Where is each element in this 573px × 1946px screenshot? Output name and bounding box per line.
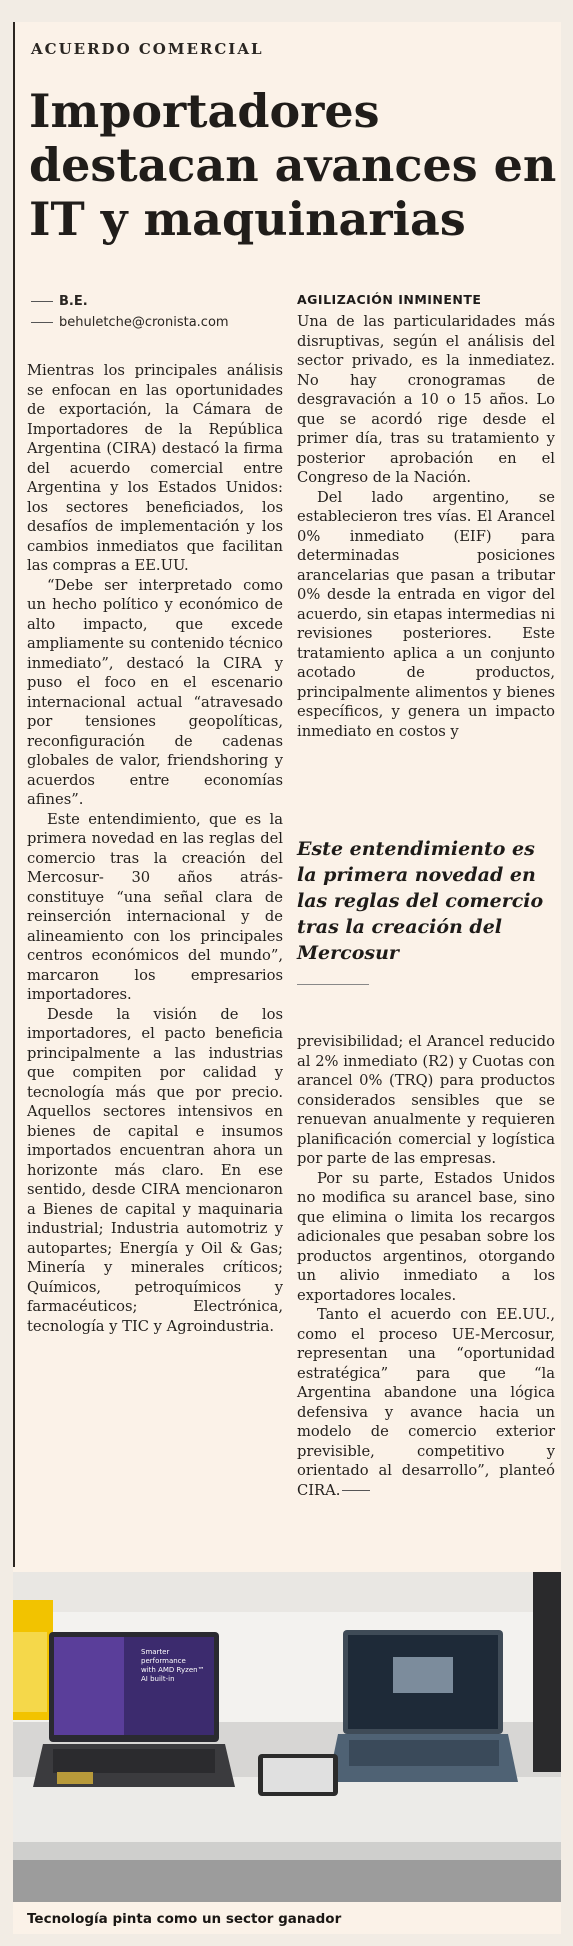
paragraph: Desde la visión de los importadores, el pacto beneficia principalmente a las industrias que compiten por calidad y tecnología más que por precio. Aquellos sectores intensivos en bienes de capital e insumos importados encuentran ahora un horizonte más claro. En ese sentido, desde CIRA mencionaron a Bienes de capital y maquinaria industrial; Industria automotriz y autopartes; Energía y Oil & Gas; Minería y minerales críticos; Químicos, petroquímicos y farmacéuticos; Electrónica, tecnología y TIC y Agroindustria. bbox=[27, 1005, 283, 1335]
paragraph: Este entendimiento, que es la primera novedad en las reglas del comercio tras la creación del Mercosur- 30 años atrás- constituye “una señal clara de reinserción internacional y de alineamiento con los principales centros económicos del mundo”, marcaron los empresarios importadores. bbox=[27, 810, 283, 1003]
paragraph bbox=[297, 1305, 555, 1500]
article-photo bbox=[13, 1572, 561, 1902]
paragraph: Del lado argentino, se establecieron tres vías. El Arancel 0% inmediato (EIF) para determinadas posiciones arancelarias que pasan a tributar 0% desde la entrada en vigor del acuerdo, sin etapas intermedias ni revisiones posteriores. Este tratamiento aplica a un conjunto acotado de productos, principalmente alimentos y bienes específicos, y genera un impacto inmediato en costos y bbox=[297, 488, 555, 740]
svg-text:Smarter: Smarter bbox=[141, 1648, 170, 1656]
paragraph: Una de las particularidades más disruptivas, según el análisis del sector privado, es la inmediatez. No hay cronogramas de desgravación a 10 o 15 años. Lo que se acordó rige desde el primer día, tras su tratamiento y posterior aprobación en el Congreso de la Nación. bbox=[297, 313, 555, 486]
end-mark bbox=[342, 1490, 370, 1491]
paragraph-text: Tanto el acuerdo con EE.UU., como el proceso UE-Mercosur, representan una “oportunidad estratégica” para que “la Argentina abandone una lógica defensiva y avance hacia un modelo de comercio exterior previsible, competitivo y orientado al desarrollo”, planteó CIRA. bbox=[297, 1306, 555, 1499]
svg-text:with AMD Ryzen™: with AMD Ryzen™ bbox=[141, 1666, 205, 1674]
article-page bbox=[13, 22, 561, 1934]
author-email: behuletche@cronista.com bbox=[59, 315, 229, 330]
author-name: B.E. bbox=[59, 294, 88, 309]
paragraph: “Debe ser interpretado como un hecho político y económico de alto impacto, que excede ampliamente su contenido técnico inmediato”, destacó la CIRA y puso el foco en el escenario internacional actual “atravesado por tensiones geopolíticas, reconfiguración de cadenas globales de valor, friendshoring y acuerdos entre economías afines”. bbox=[27, 576, 283, 808]
headline: Importadores destacan avances en IT y maquinarias bbox=[29, 84, 557, 246]
left-rule bbox=[13, 22, 15, 1567]
pull-quote-rule bbox=[297, 984, 369, 985]
svg-text:performance: performance bbox=[141, 1657, 186, 1665]
pull-quote: Este entendimiento es la primera novedad en las reglas del comercio tras la creación del Mercosur bbox=[297, 838, 544, 964]
paragraph: previsibilidad; el Arancel reducido al 2% inmediato (R2) y Cuotas con arancel 0% (TRQ) para productos considerados sensibles que se renuevan anualmente y requieren planificación comercial y logística por parte de las empresas. bbox=[297, 1033, 555, 1167]
photo-caption: Tecnología pinta como un sector ganador bbox=[27, 1911, 342, 1927]
column-2-top bbox=[297, 312, 555, 741]
byline-dash bbox=[31, 301, 53, 302]
column-1 bbox=[27, 361, 283, 1336]
subhead: AGILIZACIÓN INMINENTE bbox=[297, 292, 482, 307]
paragraph: Mientras los principales análisis se enfocan en las oportunidades de exportación, la Cámara de Importadores de la República Argentina (CIRA) destacó la firma del acuerdo comercial entre Argentina y los Estados Unidos: los sectores beneficiados, los desafíos de implementación y los cambios inmediatos que facilitan las compras a EE.UU. bbox=[27, 362, 283, 574]
byline bbox=[31, 294, 229, 336]
paragraph: Por su parte, Estados Unidos no modifica su arancel base, sino que elimina o limita los recargos adicionales que pesaban sobre los productos argentinos, otorgando un alivio inmediato a los exportadores locales. bbox=[297, 1169, 555, 1304]
section-kicker: ACUERDO COMERCIAL bbox=[31, 40, 264, 58]
column-2-bottom bbox=[297, 1032, 555, 1500]
byline-dash bbox=[31, 322, 53, 323]
laptops-photo bbox=[13, 1572, 561, 1902]
svg-text:AI built-in: AI built-in bbox=[141, 1675, 175, 1683]
